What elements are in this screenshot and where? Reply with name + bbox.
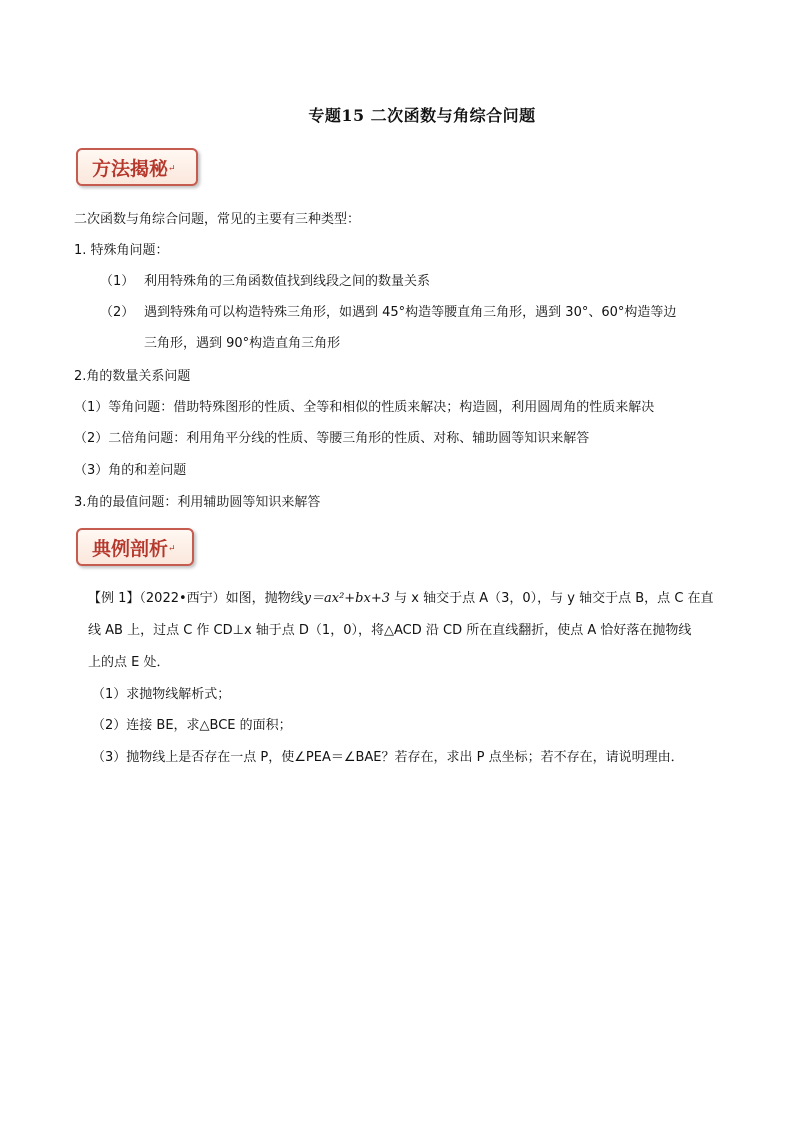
question-3: （3）抛物线上是否存在一点 P，使∠PEA＝∠BAE？若存在，求出 P 点坐标；若不存在，请说明理由． <box>92 750 684 765</box>
example-line-3: 上的点 E 处． <box>88 655 170 670</box>
section-badge-label: 典例剖析 <box>92 538 169 560</box>
sub-item-number: （2） <box>100 305 135 320</box>
sub-item-text: 遇到特殊角可以构造特殊三角形，如遇到 45°构造等腰直角三角形，遇到 30°、60°构造等边 <box>144 305 677 320</box>
sub-item-text: 利用特殊角的三角函数值找到线段之间的数量关系 <box>144 274 431 289</box>
paragraph-mark-icon: ↵ <box>168 164 176 174</box>
section-badge-example <box>76 528 194 566</box>
method-item-2: 2.角的数量关系问题 <box>74 369 191 384</box>
method-item-2-3: （3）角的和差问题 <box>74 463 187 478</box>
section-badge-method <box>76 148 198 186</box>
page-title: 专题15 二次函数与角综合问题 <box>308 106 536 125</box>
method-sub-item-1 <box>100 273 430 291</box>
paragraph-mark-icon: ↵ <box>168 544 176 554</box>
example-line-1 <box>88 590 714 608</box>
method-item-2-2: （2）二倍角问题：利用角平分线的性质、等腰三角形的性质、对称、辅助圆等知识来解答 <box>74 431 590 446</box>
method-sub-item-2 <box>100 304 676 322</box>
example-line-2: 线 AB 上，过点 C 作 CD⊥x 轴于点 D（1，0），将△ACD 沿 CD 所在直线翻折，使点 A 恰好落在抛物线 <box>88 623 692 638</box>
question-1: （1）求抛物线解析式； <box>92 687 231 702</box>
question-2: （2）连接 BE，求△BCE 的面积； <box>92 718 292 733</box>
method-sub-item-2-continued: 三角形，遇到 90°构造直角三角形 <box>144 336 341 351</box>
method-intro: 二次函数与角综合问题，常见的主要有三种类型： <box>74 212 361 227</box>
sub-item-number: （1） <box>100 274 135 289</box>
method-item-1: 1. 特殊角问题： <box>74 243 169 258</box>
example-text: 与 x 轴交于点 A（3，0），与 y 轴交于点 B，点 C 在直 <box>390 591 714 606</box>
method-item-2-1: （1）等角问题：借助特殊图形的性质、全等和相似的性质来解决；构造圆，利用圆周角的性质来解决 <box>74 400 655 415</box>
example-text: 【例 1】（2022•西宁）如图，抛物线 <box>88 591 304 606</box>
section-badge-label: 方法揭秘 <box>92 158 169 180</box>
equation: y＝ax²+bx+3 <box>303 591 391 606</box>
method-item-3: 3.角的最值问题：利用辅助圆等知识来解答 <box>74 495 321 510</box>
